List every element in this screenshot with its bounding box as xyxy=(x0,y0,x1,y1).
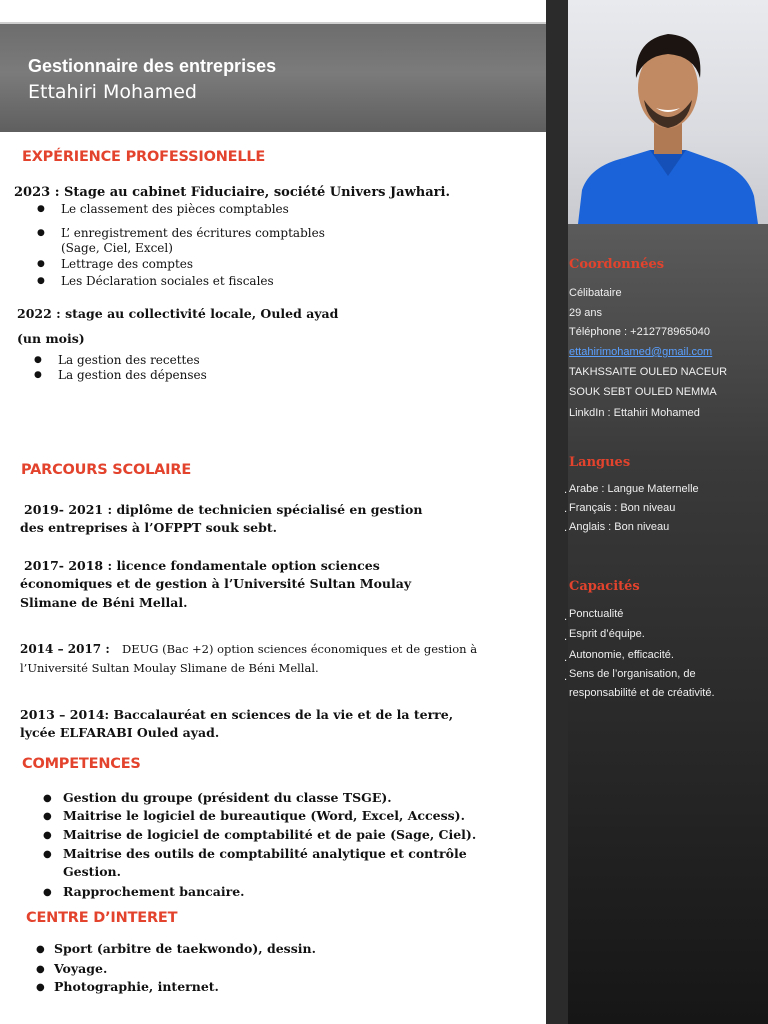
competence-item: Gestion du groupe (président du classe TSGE). xyxy=(63,790,392,805)
job-2-item: La gestion des dépenses xyxy=(58,368,207,382)
interest-item: Voyage. xyxy=(54,961,108,976)
address-line-2: SOUK SEBT OULED NEMMA xyxy=(569,386,717,398)
header-band xyxy=(0,24,546,132)
address-line-1: TAKHSSAITE OULED NACEUR xyxy=(569,366,728,378)
education-line: 2013 – 2014: Baccalauréat en sciences de la vie et de la terre, xyxy=(20,707,454,722)
bullet-icon: ● xyxy=(34,370,42,380)
bullet-icon: . xyxy=(564,632,568,643)
competences-heading: COMPETENCES xyxy=(22,756,141,772)
bullet-icon: . xyxy=(564,523,568,534)
contact-heading: Coordonnées xyxy=(569,257,665,272)
bullet-icon: ● xyxy=(37,228,45,238)
bullet-icon: ● xyxy=(37,259,45,269)
bullet-icon: ● xyxy=(37,276,45,286)
bullet-icon: ● xyxy=(43,811,52,822)
languages-heading: Langues xyxy=(569,455,631,470)
bullet-icon: ● xyxy=(34,355,42,365)
bullet-icon: . xyxy=(564,485,568,496)
bullet-icon: ● xyxy=(36,944,45,955)
skill-item: Esprit d’équipe. xyxy=(569,628,645,640)
job-1-item: Lettrage des comptes xyxy=(61,257,194,271)
profile-photo xyxy=(568,0,768,224)
bullet-icon: ● xyxy=(37,204,45,214)
competence-item: Maitrise des outils de comptabilité analytique et contrôle xyxy=(63,846,467,861)
competence-item: Gestion. xyxy=(63,864,121,879)
portrait-illustration xyxy=(568,0,768,224)
education-line: DEUG (Bac +2) option sciences économiques et de gestion à xyxy=(122,642,478,656)
bullet-icon: ● xyxy=(36,964,45,975)
job-2-title: 2022 : stage au collectivité locale, Ouled ayad xyxy=(17,306,339,321)
skill-item: Ponctualité xyxy=(569,608,624,620)
language-item: Arabe : Langue Maternelle xyxy=(569,483,699,495)
phone: Téléphone : +212778965040 xyxy=(569,326,710,338)
skill-item: responsabilité et de créativité. xyxy=(569,687,715,699)
competence-item: Rapprochement bancaire. xyxy=(63,884,245,899)
bullet-icon: . xyxy=(564,672,568,683)
job-title: Gestionnaire des entreprises xyxy=(28,56,277,76)
bullet-icon: . xyxy=(564,612,568,623)
skills-heading: Capacités xyxy=(569,579,640,594)
job-1-item: Le classement des pièces comptables xyxy=(61,202,289,216)
language-item: Anglais : Bon niveau xyxy=(569,521,670,533)
education-line: 2014 – 2017 : xyxy=(20,642,110,656)
person-name: Ettahiri Mohamed xyxy=(28,81,197,103)
job-1-item: Les Déclaration sociales et fiscales xyxy=(61,274,274,288)
bullet-icon: ● xyxy=(43,849,52,860)
job-1-item: L’ enregistrement des écritures comptables xyxy=(61,226,325,240)
marital-status: Célibataire xyxy=(569,287,622,299)
education-line: des entreprises à l’OFPPT souk sebt. xyxy=(20,520,277,535)
education-line: économiques et de gestion à l’Université Sultan Moulay xyxy=(20,576,412,591)
skill-item: Autonomie, efficacité. xyxy=(569,649,674,661)
education-line: Slimane de Béni Mellal. xyxy=(20,595,188,610)
bullet-icon: . xyxy=(564,504,568,515)
job-1-title: 2023 : Stage au cabinet Fiduciaire, société Univers Jawhari. xyxy=(14,185,450,200)
job-2-item: La gestion des recettes xyxy=(58,353,200,367)
bullet-icon: ● xyxy=(36,982,45,993)
interest-item: Photographie, internet. xyxy=(54,979,219,994)
age: 29 ans xyxy=(569,307,603,319)
education-line: 2019- 2021 : diplôme de technicien spécialisé en gestion xyxy=(24,502,423,517)
language-item: Français : Bon niveau xyxy=(569,502,676,514)
bullet-icon: . xyxy=(564,653,568,664)
competence-item: Maitrise de logiciel de comptabilité et de paie (Sage, Ciel). xyxy=(63,827,477,842)
bullet-icon: ● xyxy=(43,793,52,804)
competence-item: Maitrise le logiciel de bureautique (Word, Excel, Access). xyxy=(63,808,465,823)
skill-item: Sens de l’organisation, de xyxy=(569,668,696,680)
job-1-item: (Sage, Ciel, Excel) xyxy=(61,241,173,255)
education-line: lycée ELFARABI Ouled ayad. xyxy=(20,725,220,740)
job-2-duration: (un mois) xyxy=(17,331,85,346)
interests-heading: CENTRE D’INTERET xyxy=(26,910,178,926)
education-line: l’Université Sultan Moulay Slimane de Béni Mellal. xyxy=(20,661,319,675)
bullet-icon: ● xyxy=(43,830,52,841)
bullet-icon: ● xyxy=(43,887,52,898)
linkedin: LinkdIn : Ettahiri Mohamed xyxy=(569,407,700,419)
email-link[interactable]: ettahirimohamed@gmail.com xyxy=(569,346,713,358)
education-line: 2017- 2018 : licence fondamentale option sciences xyxy=(24,558,380,573)
interest-item: Sport (arbitre de taekwondo), dessin. xyxy=(54,941,316,956)
experience-heading: EXPÉRIENCE PROFESSIONELLE xyxy=(22,149,266,165)
education-heading: PARCOURS SCOLAIRE xyxy=(21,462,192,478)
